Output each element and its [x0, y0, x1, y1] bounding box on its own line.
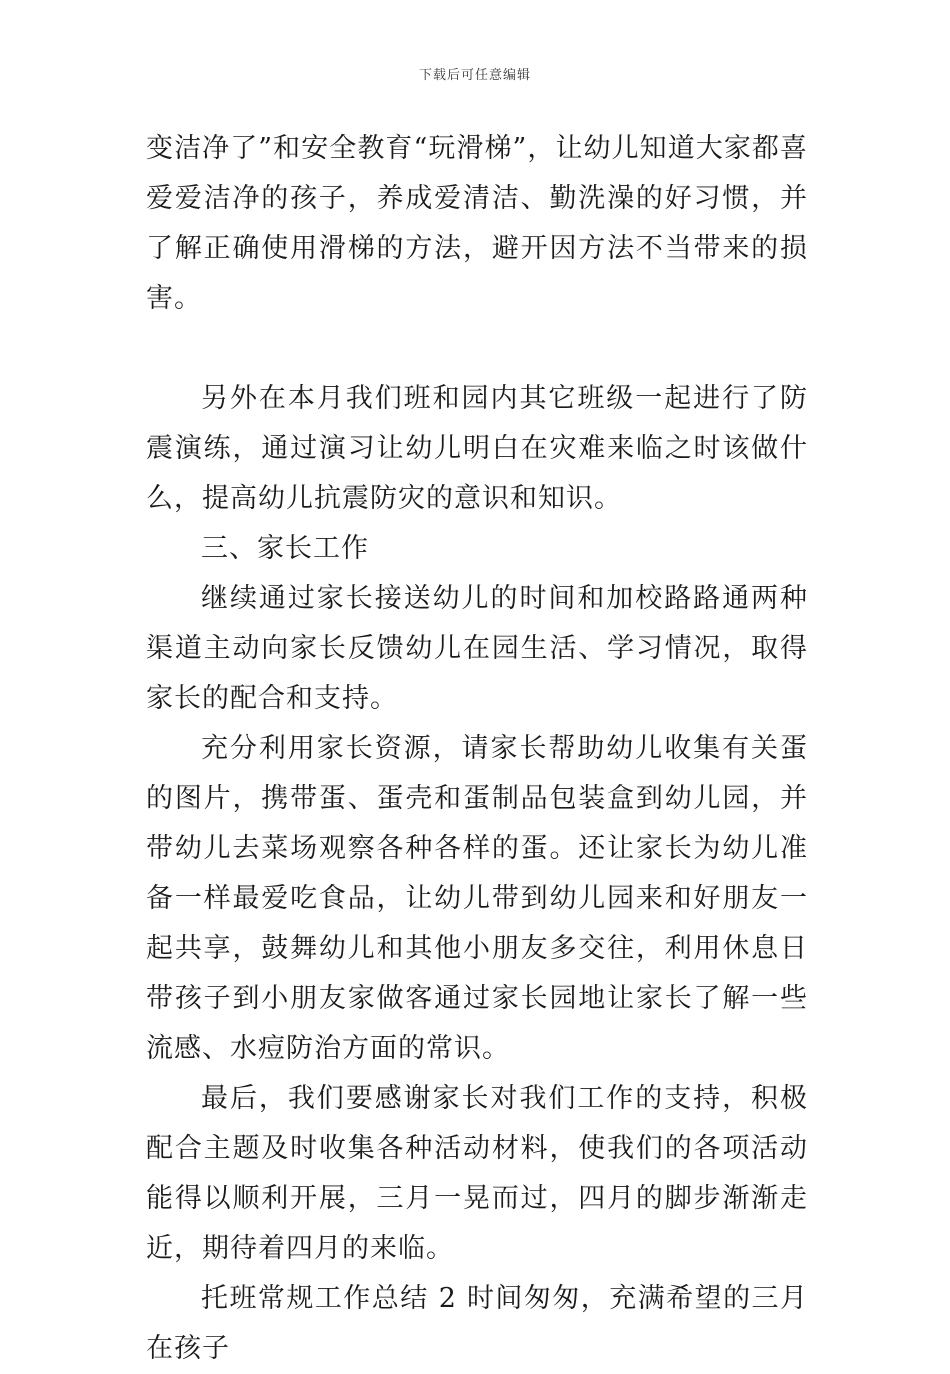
page-header-note: 下载后可任意编辑 — [418, 68, 531, 83]
document-body — [146, 124, 808, 1374]
paragraph-summary-2-start: 托班常规工作总结 2 时间匆匆，充满希望的三月在孩子 — [146, 1283, 808, 1364]
paragraph-hygiene-safety: 变洁净了”和安全教育“玩滑梯”，让幼儿知道大家都喜爱爱洁净的孩子，养成爱清洁、勤洗澡的好习惯，并了解正确使用滑梯的方法，避开因方法不当带来的损害。 — [146, 133, 808, 314]
section-heading-parent-work: 三、家长工作 — [201, 533, 369, 564]
paragraph-thanks: 最后，我们要感谢家长对我们工作的支持，积极配合主题及时收集各种活动材料，使我们的各项活动能得以顺利开展，三月一晃而过，四月的脚步渐渐走近，期待着四月的来临。 — [146, 1083, 808, 1264]
paragraph-parent-feedback: 继续通过家长接送幼儿的时间和加校路路通两种渠道主动向家长反馈幼儿在园生活、学习情况，取得家长的配合和支持。 — [146, 583, 808, 714]
paragraph-parent-resources: 充分利用家长资源，请家长帮助幼儿收集有关蛋的图片，携带蛋、蛋壳和蛋制品包装盒到幼儿园，并带幼儿去菜场观察各种各样的蛋。还让家长为幼儿准备一样最爱吃食品，让幼儿带到幼儿园来和好朋友一起共享，鼓舞幼儿和其他小朋友多交往，利用休息日带孩子到小朋友家做客通过家长园地让家长了解一些流感、水痘防治方面的常识。 — [146, 733, 808, 1064]
paragraph-earthquake-drill: 另外在本月我们班和园内其它班级一起进行了防震演练，通过演习让幼儿明白在灾难来临之时该做什么，提高幼儿抗震防灾的意识和知识。 — [146, 383, 808, 514]
